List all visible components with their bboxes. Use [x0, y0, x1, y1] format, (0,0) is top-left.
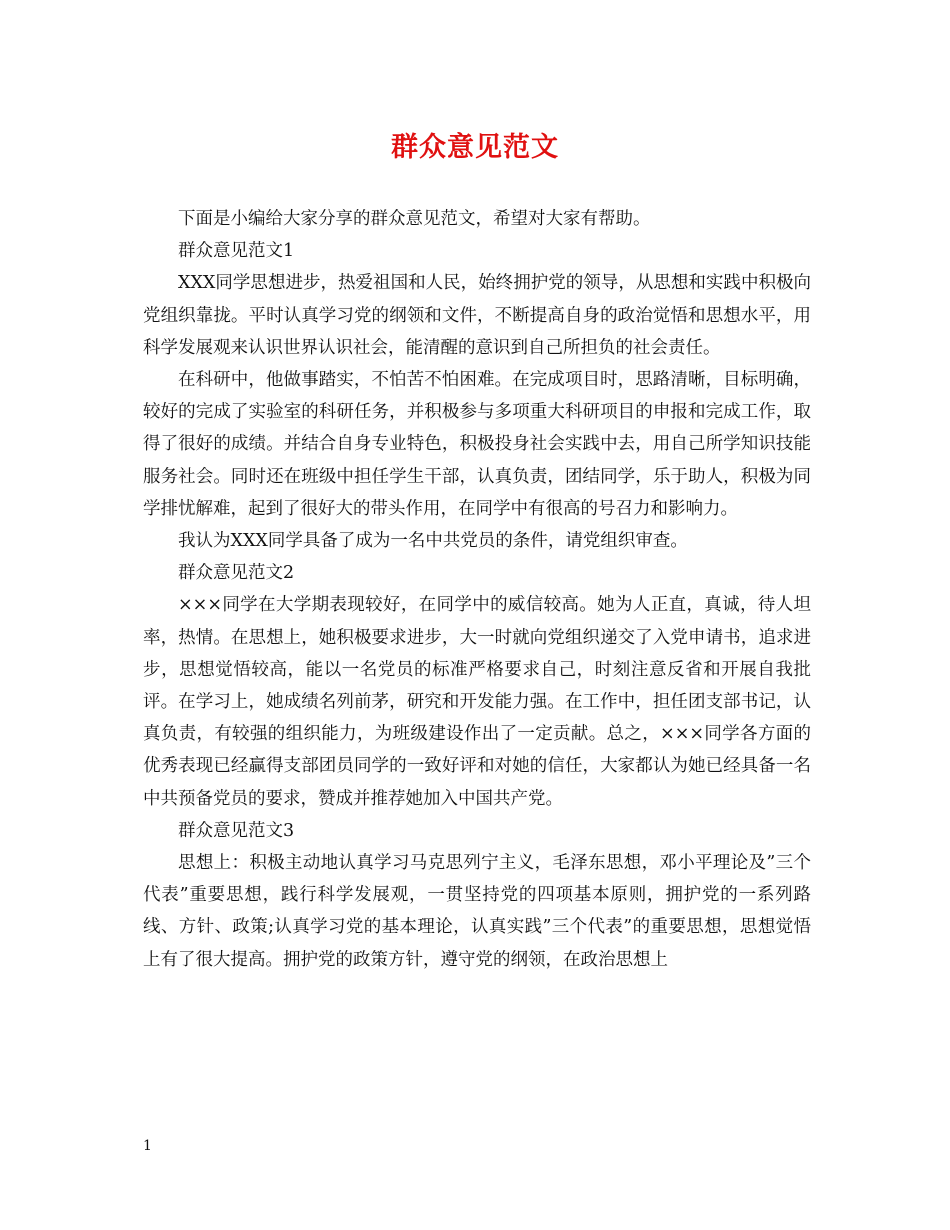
document-body	[143, 203, 811, 976]
paragraph-1-1: XXX同学思想进步，热爱祖国和人民，始终拥护党的领导，从思想和实践中积极向党组织靠拢。平时认真学习党的纲领和文件，不断提高自身的政治觉悟和思想水平，用科学发展观来认识世界认识社会，能清醒的意识到自己所担负的社会责任。	[143, 273, 811, 358]
paragraph-3-1: 思想上：积极主动地认真学习马克思列宁主义，毛泽东思想，邓小平理论及”三个代表”重要思想，践行科学发展观，一贯坚持党的四项基本原则，拥护党的一系列路线、方针、政策;认真学习党的基本理论，认真实践”三个代表”的重要思想，思想觉悟上有了很大提高。拥护党的政策方针，遵守党的纲领，在政治思想上	[143, 853, 811, 970]
paragraph-2-1: ×××同学在大学期表现较好，在同学中的威信较高。她为人正直，真诚，待人坦率，热情。在思想上，她积极要求进步，大一时就向党组织递交了入党申请书，追求进步，思想觉悟较高，能以一名党员的标准严格要求自己，时刻注意反省和开展自我批评。在学习上，她成绩名列前茅，研究和开发能力强。在工作中，担任团支部书记，认真负责，有较强的组织能力，为班级建设作出了一定贡献。总之，×××同学各方面的优秀表现已经赢得支部团员同学的一致好评和对她的信任，大家都认为她已经具备一名中共预备党员的要求，赞成并推荐她加入中国共产党。	[143, 595, 811, 809]
page-number: 1	[143, 1138, 152, 1154]
paragraph-1-3: 我认为XXX同学具备了成为一名中共党员的条件，请党组织审查。	[178, 531, 688, 552]
section-heading-1: 群众意见范文1	[178, 241, 295, 262]
document-title: 群众意见范文	[391, 132, 559, 163]
intro-paragraph: 下面是小编给大家分享的群众意见范文，希望对大家有帮助。	[178, 209, 651, 229]
section-heading-2: 群众意见范文2	[178, 563, 295, 584]
section-heading-3: 群众意见范文3	[178, 820, 295, 841]
paragraph-1-2: 在科研中，他做事踏实，不怕苦不怕困难。在完成项目时，思路清晰，目标明确，较好的完成了实验室的科研任务，并积极参与多项重大科研项目的申报和完成工作，取得了很好的成绩。并结合自身专业特色，积极投身社会实践中去，用自己所学知识技能服务社会。同时还在班级中担任学生干部，认真负责，团结同学，乐于助人，积极为同学排忧解难，起到了很好大的带头作用，在同学中有很高的号召力和影响力。	[143, 370, 811, 519]
